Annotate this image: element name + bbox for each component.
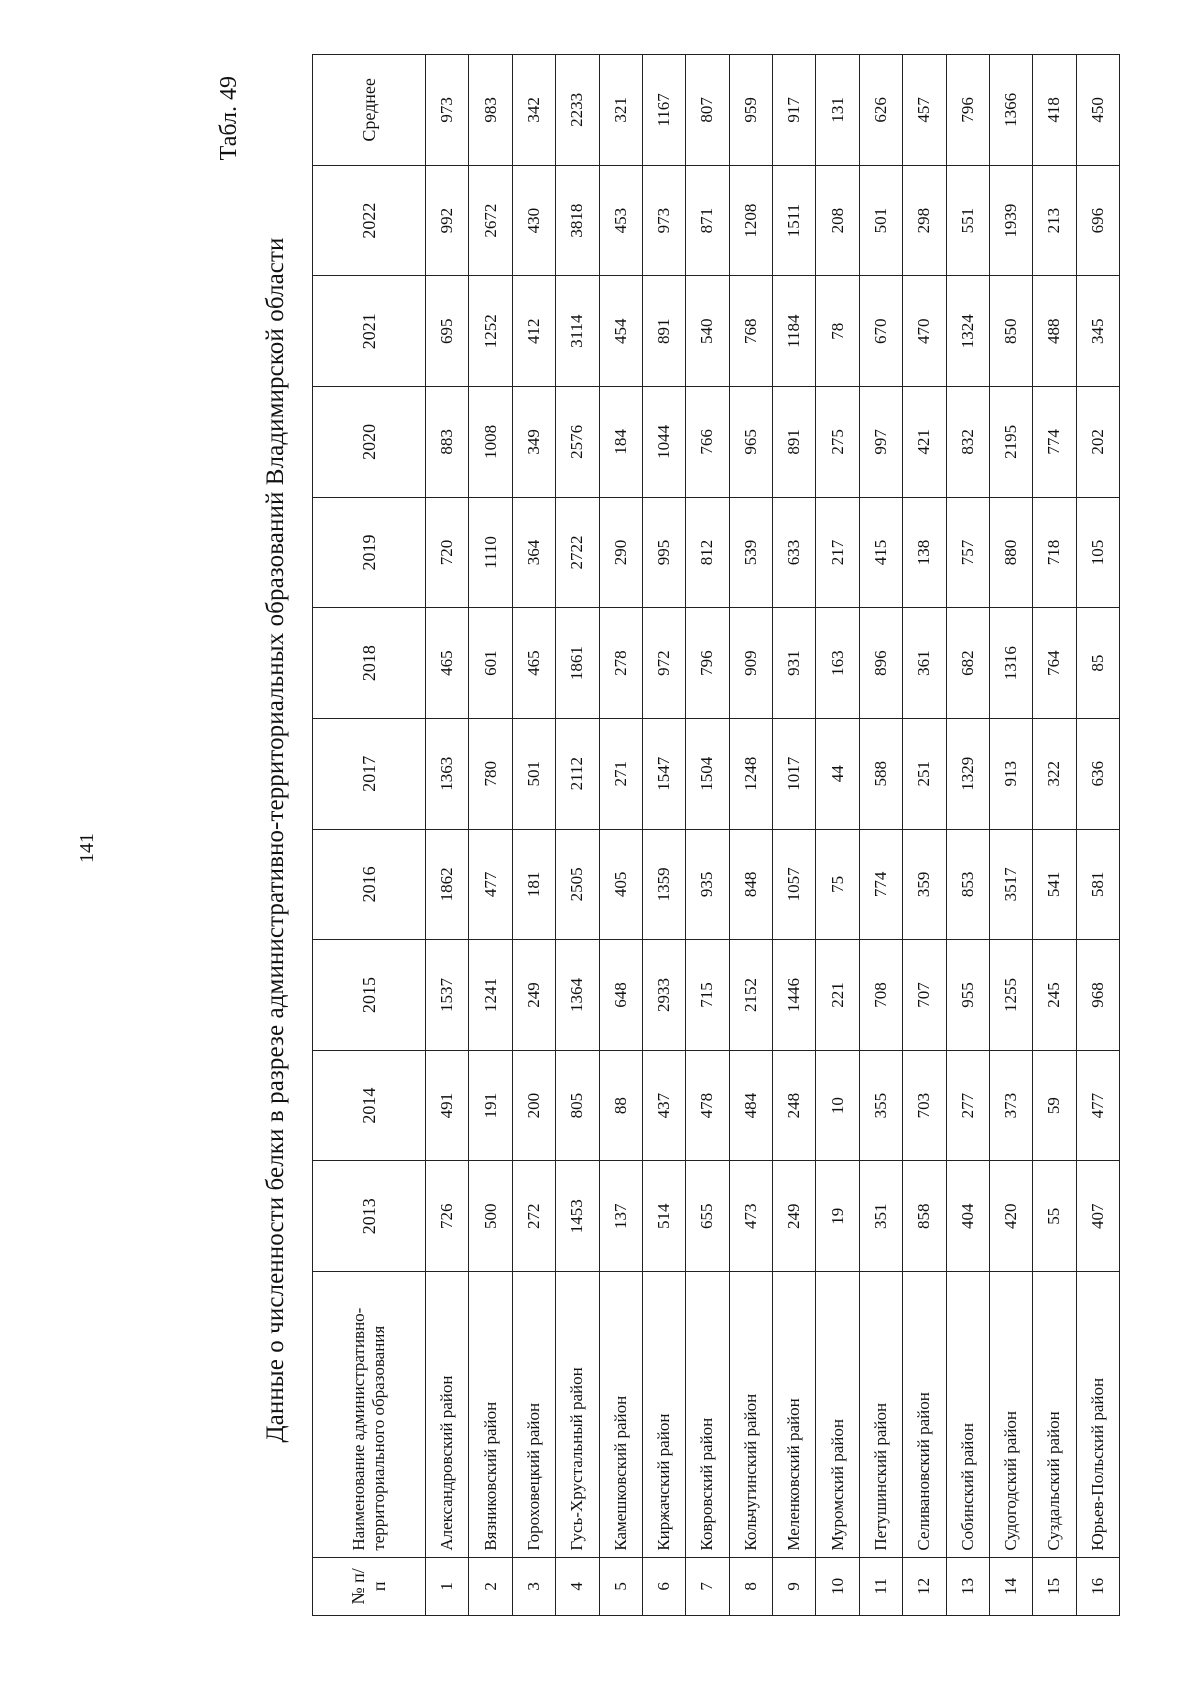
count-cell: 805	[556, 1050, 599, 1161]
count-cell: 345	[1076, 276, 1119, 387]
count-cell: 896	[859, 608, 902, 719]
count-cell: 248	[773, 1050, 816, 1161]
header-2020: 2020	[313, 387, 426, 498]
count-cell: 364	[512, 497, 555, 608]
header-number: № п/п	[313, 1557, 426, 1615]
count-cell: 245	[1033, 940, 1076, 1051]
count-cell: 636	[1076, 718, 1119, 829]
district-name: Собинский район	[946, 1272, 989, 1558]
count-cell: 85	[1076, 608, 1119, 719]
average-cell: 342	[512, 55, 555, 166]
count-cell: 355	[859, 1050, 902, 1161]
count-cell: 2722	[556, 497, 599, 608]
count-cell: 470	[903, 276, 946, 387]
row-number: 12	[903, 1557, 946, 1615]
average-cell: 796	[946, 55, 989, 166]
count-cell: 221	[816, 940, 859, 1051]
count-cell: 757	[946, 497, 989, 608]
count-cell: 1547	[642, 718, 685, 829]
count-cell: 477	[1076, 1050, 1119, 1161]
count-cell: 415	[859, 497, 902, 608]
count-cell: 774	[1033, 387, 1076, 498]
count-cell: 703	[903, 1050, 946, 1161]
count-cell: 202	[1076, 387, 1119, 498]
count-cell: 768	[729, 276, 772, 387]
table-row	[1033, 55, 1076, 1616]
district-name: Меленковский район	[773, 1272, 816, 1558]
count-cell: 278	[599, 608, 642, 719]
count-cell: 359	[903, 829, 946, 940]
count-cell: 1110	[469, 497, 512, 608]
count-cell: 1939	[989, 165, 1032, 276]
row-number: 10	[816, 1557, 859, 1615]
count-cell: 407	[1076, 1161, 1119, 1272]
count-cell: 913	[989, 718, 1032, 829]
district-name: Ковровский район	[686, 1272, 729, 1558]
count-cell: 695	[426, 276, 469, 387]
count-cell: 59	[1033, 1050, 1076, 1161]
count-cell: 88	[599, 1050, 642, 1161]
count-cell: 184	[599, 387, 642, 498]
average-cell: 418	[1033, 55, 1076, 166]
count-cell: 812	[686, 497, 729, 608]
average-cell: 959	[729, 55, 772, 166]
count-cell: 1453	[556, 1161, 599, 1272]
count-cell: 1008	[469, 387, 512, 498]
count-cell: 1248	[729, 718, 772, 829]
count-cell: 1017	[773, 718, 816, 829]
average-cell: 457	[903, 55, 946, 166]
count-cell: 891	[642, 276, 685, 387]
average-cell: 450	[1076, 55, 1119, 166]
count-cell: 1252	[469, 276, 512, 387]
count-cell: 501	[512, 718, 555, 829]
table-row	[469, 55, 512, 1616]
count-cell: 275	[816, 387, 859, 498]
count-cell: 588	[859, 718, 902, 829]
count-cell: 551	[946, 165, 989, 276]
count-cell: 19	[816, 1161, 859, 1272]
district-name: Киржачский район	[642, 1272, 685, 1558]
count-cell: 473	[729, 1161, 772, 1272]
average-cell: 321	[599, 55, 642, 166]
count-cell: 75	[816, 829, 859, 940]
count-cell: 405	[599, 829, 642, 940]
count-cell: 208	[816, 165, 859, 276]
count-cell: 217	[816, 497, 859, 608]
average-cell: 131	[816, 55, 859, 166]
count-cell: 105	[1076, 497, 1119, 608]
count-cell: 891	[773, 387, 816, 498]
count-cell: 541	[1033, 829, 1076, 940]
table-row	[816, 55, 859, 1616]
count-cell: 1241	[469, 940, 512, 1051]
count-cell: 1208	[729, 165, 772, 276]
count-cell: 3114	[556, 276, 599, 387]
table-header-row	[313, 55, 426, 1616]
count-cell: 968	[1076, 940, 1119, 1051]
table-row	[686, 55, 729, 1616]
count-cell: 349	[512, 387, 555, 498]
average-cell: 807	[686, 55, 729, 166]
district-name: Кольчугинский район	[729, 1272, 772, 1558]
header-2018: 2018	[313, 608, 426, 719]
count-cell: 972	[642, 608, 685, 719]
row-number: 2	[469, 1557, 512, 1615]
count-cell: 696	[1076, 165, 1119, 276]
count-cell: 163	[816, 608, 859, 719]
header-name: Наименование административно-территориального образования	[313, 1272, 426, 1558]
count-cell: 181	[512, 829, 555, 940]
count-cell: 1255	[989, 940, 1032, 1051]
header-2017: 2017	[313, 718, 426, 829]
count-cell: 581	[1076, 829, 1119, 940]
count-cell: 1324	[946, 276, 989, 387]
count-cell: 491	[426, 1050, 469, 1161]
count-cell: 277	[946, 1050, 989, 1161]
count-cell: 764	[1033, 608, 1076, 719]
count-cell: 848	[729, 829, 772, 940]
count-cell: 965	[729, 387, 772, 498]
count-cell: 501	[859, 165, 902, 276]
count-cell: 2505	[556, 829, 599, 940]
header-2022: 2022	[313, 165, 426, 276]
count-cell: 726	[426, 1161, 469, 1272]
average-cell: 1366	[989, 55, 1032, 166]
table-row	[599, 55, 642, 1616]
count-cell: 2576	[556, 387, 599, 498]
count-cell: 774	[859, 829, 902, 940]
count-cell: 465	[426, 608, 469, 719]
count-cell: 850	[989, 276, 1032, 387]
count-cell: 437	[642, 1050, 685, 1161]
row-number: 3	[512, 1557, 555, 1615]
table-row	[512, 55, 555, 1616]
district-name: Селивановский район	[903, 1272, 946, 1558]
count-cell: 138	[903, 497, 946, 608]
row-number: 4	[556, 1557, 599, 1615]
count-cell: 780	[469, 718, 512, 829]
table-id: Табл. 49	[216, 76, 242, 161]
count-cell: 55	[1033, 1161, 1076, 1272]
count-cell: 909	[729, 608, 772, 719]
district-name: Судогодский район	[989, 1272, 1032, 1558]
count-cell: 720	[426, 497, 469, 608]
average-cell: 1167	[642, 55, 685, 166]
header-2014: 2014	[313, 1050, 426, 1161]
count-cell: 2112	[556, 718, 599, 829]
count-cell: 373	[989, 1050, 1032, 1161]
table-row	[1076, 55, 1119, 1616]
count-cell: 44	[816, 718, 859, 829]
row-number: 1	[426, 1557, 469, 1615]
table-row	[946, 55, 989, 1616]
count-cell: 412	[512, 276, 555, 387]
row-number: 9	[773, 1557, 816, 1615]
header-average: Среднее	[313, 55, 426, 166]
district-name: Гороховецкий район	[512, 1272, 555, 1558]
count-cell: 78	[816, 276, 859, 387]
count-cell: 997	[859, 387, 902, 498]
count-cell: 430	[512, 165, 555, 276]
count-cell: 1316	[989, 608, 1032, 719]
count-cell: 514	[642, 1161, 685, 1272]
count-cell: 271	[599, 718, 642, 829]
count-cell: 361	[903, 608, 946, 719]
count-cell: 478	[686, 1050, 729, 1161]
count-cell: 655	[686, 1161, 729, 1272]
count-cell: 1861	[556, 608, 599, 719]
district-name: Александровский район	[426, 1272, 469, 1558]
page-number: 141	[76, 833, 98, 863]
count-cell: 708	[859, 940, 902, 1051]
count-cell: 648	[599, 940, 642, 1051]
table-body	[426, 55, 1120, 1616]
count-cell: 404	[946, 1161, 989, 1272]
table-row	[989, 55, 1032, 1616]
count-cell: 540	[686, 276, 729, 387]
table-row	[642, 55, 685, 1616]
count-cell: 137	[599, 1161, 642, 1272]
header-2016: 2016	[313, 829, 426, 940]
count-cell: 3818	[556, 165, 599, 276]
count-cell: 2195	[989, 387, 1032, 498]
count-cell: 454	[599, 276, 642, 387]
count-cell: 1184	[773, 276, 816, 387]
table-row	[426, 55, 469, 1616]
count-cell: 1329	[946, 718, 989, 829]
count-cell: 633	[773, 497, 816, 608]
count-cell: 1511	[773, 165, 816, 276]
count-cell: 682	[946, 608, 989, 719]
table-row	[773, 55, 816, 1616]
district-name: Вязниковский район	[469, 1272, 512, 1558]
count-cell: 453	[599, 165, 642, 276]
table-row	[556, 55, 599, 1616]
table-row	[903, 55, 946, 1616]
count-cell: 213	[1033, 165, 1076, 276]
count-cell: 322	[1033, 718, 1076, 829]
header-2021: 2021	[313, 276, 426, 387]
district-name: Гусь-Хрустальный район	[556, 1272, 599, 1558]
count-cell: 871	[686, 165, 729, 276]
count-cell: 973	[642, 165, 685, 276]
district-name: Камешковский район	[599, 1272, 642, 1558]
count-cell: 1537	[426, 940, 469, 1051]
count-cell: 249	[773, 1161, 816, 1272]
squirrel-population-table	[312, 54, 1120, 1616]
header-2015: 2015	[313, 940, 426, 1051]
row-number: 5	[599, 1557, 642, 1615]
average-cell: 983	[469, 55, 512, 166]
count-cell: 992	[426, 165, 469, 276]
count-cell: 290	[599, 497, 642, 608]
count-cell: 853	[946, 829, 989, 940]
count-cell: 707	[903, 940, 946, 1051]
count-cell: 465	[512, 608, 555, 719]
district-name: Муромский район	[816, 1272, 859, 1558]
count-cell: 484	[729, 1050, 772, 1161]
count-cell: 1446	[773, 940, 816, 1051]
count-cell: 200	[512, 1050, 555, 1161]
district-name: Петушинский район	[859, 1272, 902, 1558]
count-cell: 670	[859, 276, 902, 387]
count-cell: 883	[426, 387, 469, 498]
count-cell: 2152	[729, 940, 772, 1051]
header-2013: 2013	[313, 1161, 426, 1272]
table-row	[729, 55, 772, 1616]
count-cell: 601	[469, 608, 512, 719]
count-cell: 1359	[642, 829, 685, 940]
count-cell: 488	[1033, 276, 1076, 387]
row-number: 15	[1033, 1557, 1076, 1615]
average-cell: 917	[773, 55, 816, 166]
table-title: Данные о численности белки в разрезе административно-территориальных образований Владимирской области	[262, 237, 289, 1443]
count-cell: 858	[903, 1161, 946, 1272]
count-cell: 832	[946, 387, 989, 498]
count-cell: 539	[729, 497, 772, 608]
row-number: 13	[946, 1557, 989, 1615]
count-cell: 796	[686, 608, 729, 719]
row-number: 14	[989, 1557, 1032, 1615]
count-cell: 272	[512, 1161, 555, 1272]
count-cell: 995	[642, 497, 685, 608]
count-cell: 766	[686, 387, 729, 498]
count-cell: 2933	[642, 940, 685, 1051]
count-cell: 1057	[773, 829, 816, 940]
average-cell: 973	[426, 55, 469, 166]
row-number: 16	[1076, 1557, 1119, 1615]
count-cell: 421	[903, 387, 946, 498]
count-cell: 1504	[686, 718, 729, 829]
count-cell: 1363	[426, 718, 469, 829]
count-cell: 2672	[469, 165, 512, 276]
row-number: 7	[686, 1557, 729, 1615]
table-row	[859, 55, 902, 1616]
row-number: 6	[642, 1557, 685, 1615]
district-name: Юрьев-Польский район	[1076, 1272, 1119, 1558]
count-cell: 500	[469, 1161, 512, 1272]
count-cell: 420	[989, 1161, 1032, 1272]
count-cell: 191	[469, 1050, 512, 1161]
count-cell: 1862	[426, 829, 469, 940]
header-2019: 2019	[313, 497, 426, 608]
count-cell: 935	[686, 829, 729, 940]
average-cell: 2233	[556, 55, 599, 166]
count-cell: 351	[859, 1161, 902, 1272]
count-cell: 3517	[989, 829, 1032, 940]
count-cell: 931	[773, 608, 816, 719]
count-cell: 477	[469, 829, 512, 940]
district-name: Суздальский район	[1033, 1272, 1076, 1558]
count-cell: 1044	[642, 387, 685, 498]
count-cell: 880	[989, 497, 1032, 608]
count-cell: 251	[903, 718, 946, 829]
average-cell: 626	[859, 55, 902, 166]
count-cell: 249	[512, 940, 555, 1051]
row-number: 11	[859, 1557, 902, 1615]
count-cell: 10	[816, 1050, 859, 1161]
count-cell: 298	[903, 165, 946, 276]
count-cell: 718	[1033, 497, 1076, 608]
count-cell: 715	[686, 940, 729, 1051]
row-number: 8	[729, 1557, 772, 1615]
count-cell: 955	[946, 940, 989, 1051]
count-cell: 1364	[556, 940, 599, 1051]
